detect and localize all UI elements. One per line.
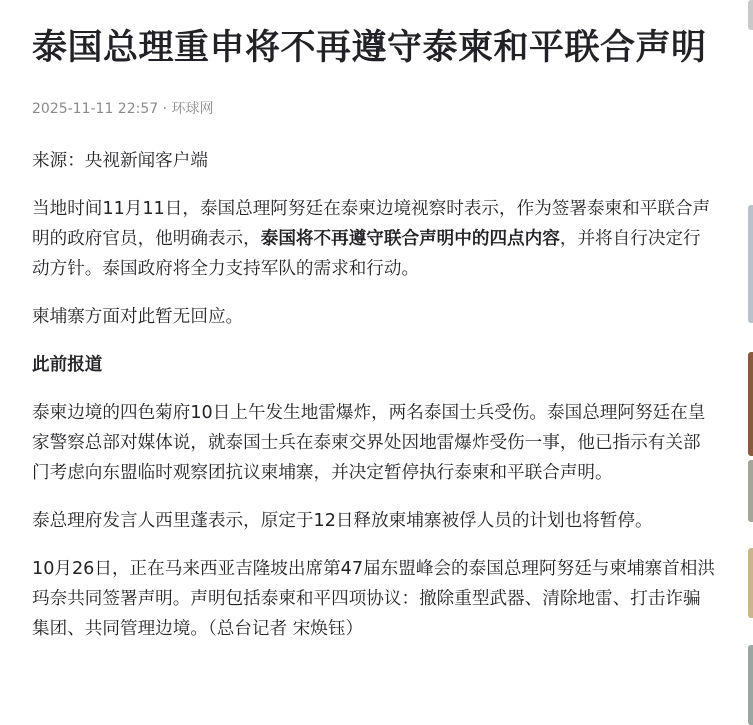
article-meta (32, 99, 718, 119)
paragraph-landmine: 泰柬边境的四色菊府10日上午发生地雷爆炸，两名泰国士兵受伤。泰国总理阿努廷在皇家警察总部对媒体说，就泰国士兵在泰柬交界处因地雷爆炸受伤一事，他已指示有关部门考虑向东盟临时观察团抗议柬埔寨，并决定暂停执行泰柬和平联合声明。 (32, 403, 706, 483)
section-heading-previous-report: 此前报道 (32, 355, 103, 375)
paragraph-source: 来源：央视新闻客户端 (32, 151, 208, 171)
paragraph-asean-summit: 10月26日，正在马来西亚吉隆坡出席第47届东盟峰会的泰国总理阿努廷与柬埔寨首相洪玛奈共同签署声明。声明包括泰柬和平四项协议：撤除重型武器、清除地雷、打击诈骗集团、共同管理边境。（总台记者 宋焕钰） (32, 559, 715, 639)
paragraph-spokesperson: 泰总理府发言人西里蓬表示，原定于12日释放柬埔寨被俘人员的计划也将暂停。 (32, 511, 653, 531)
paragraph-cambodia-response: 柬埔寨方面对此暂无回应。 (32, 307, 244, 327)
meta-separator: · (158, 101, 172, 117)
article (32, 0, 718, 662)
related-thumbnail[interactable] (748, 645, 753, 725)
lead-text-before: 当地时间11月11日，泰国总理阿努廷在泰柬边境视察时表示，作为签署泰柬和平联合声明的政府官员，他明确表示， (32, 199, 711, 249)
article-title: 泰国总理重申将不再遵守泰柬和平联合声明 (32, 28, 707, 68)
related-thumbnail[interactable] (748, 548, 753, 618)
lead-text-after: ，并将自行决定行动方针。泰国政府将全力支持军队的需求和行动。 (32, 229, 701, 279)
source-name[interactable]: 环球网 (171, 101, 214, 117)
publish-datetime: 2025-11-11 22:57 (32, 101, 159, 117)
sidebar-related-thumbnails (748, 0, 753, 725)
paragraph-lead (32, 194, 718, 284)
related-thumbnail[interactable] (748, 352, 753, 456)
lead-text-bold: 泰国将不再遵守联合声明中的四点内容 (260, 229, 560, 249)
article-body (32, 146, 718, 644)
related-thumbnail[interactable] (748, 460, 753, 522)
related-thumbnail[interactable] (748, 205, 753, 323)
related-thumbnail[interactable] (748, 0, 753, 30)
